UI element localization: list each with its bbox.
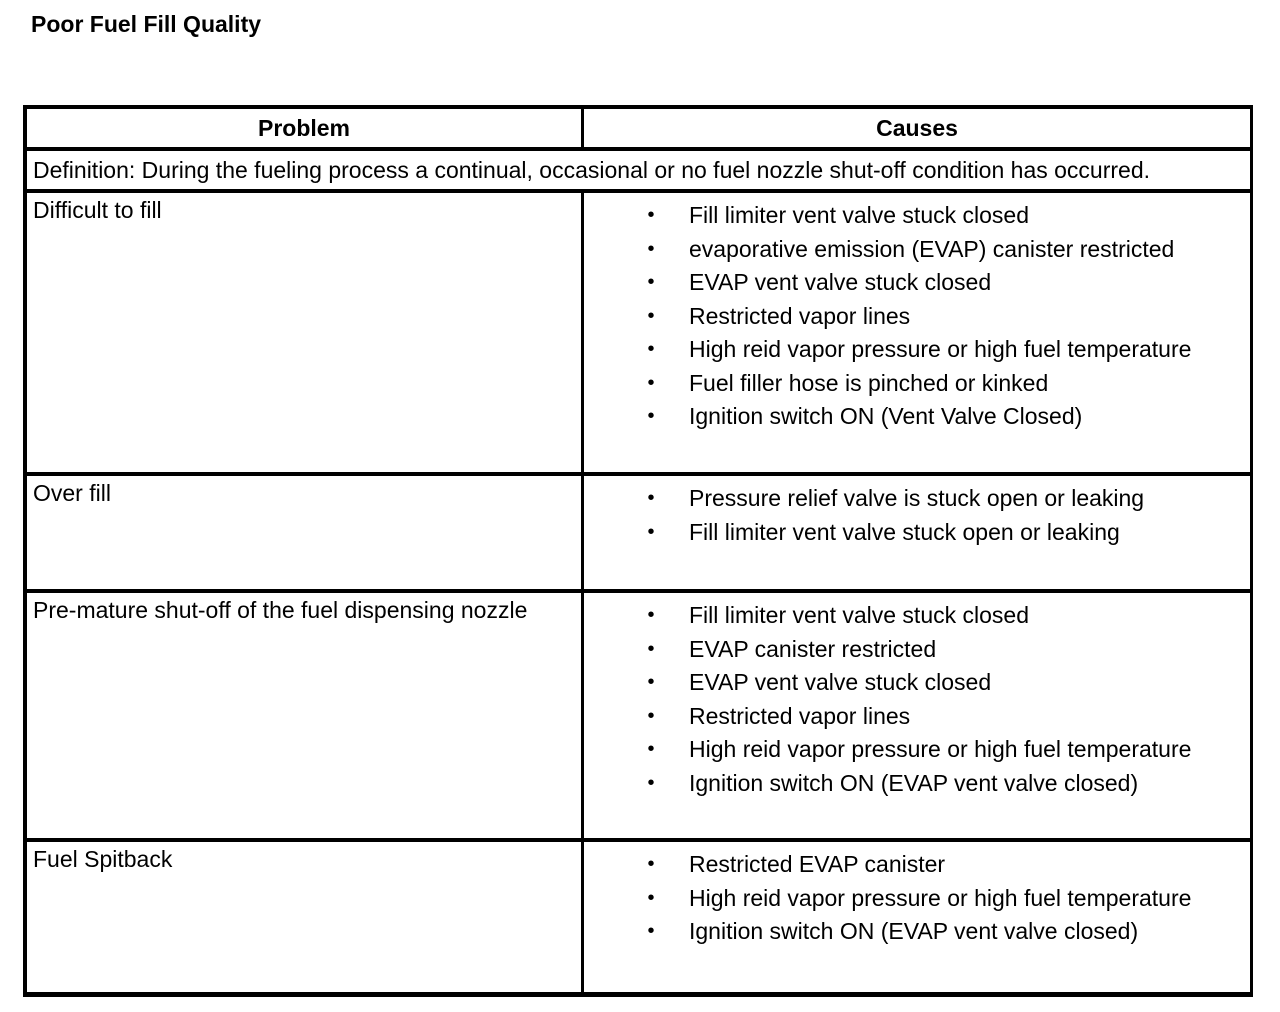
cause-item bbox=[584, 300, 1250, 334]
bullet-icon: • bbox=[647, 771, 655, 794]
bullet-icon: • bbox=[647, 671, 655, 693]
cause-text: Restricted vapor lines bbox=[689, 702, 911, 729]
cause-item bbox=[584, 848, 1250, 882]
bullet-icon: • bbox=[647, 886, 655, 909]
header-causes: Causes bbox=[584, 109, 1250, 147]
page-title: Poor Fuel Fill Quality bbox=[31, 11, 262, 37]
bullet-icon: • bbox=[647, 304, 655, 327]
problem-cell: Fuel Spitback bbox=[27, 842, 581, 992]
bullet-icon: • bbox=[647, 920, 655, 942]
bullet-icon: • bbox=[647, 405, 655, 427]
bullet-icon: • bbox=[647, 853, 655, 875]
bullet-icon: • bbox=[647, 604, 655, 626]
cause-text: Pressure relief valve is stuck open or leaking bbox=[689, 485, 1145, 511]
problem-cell: Pre-mature shut-off of the fuel dispensing nozzle bbox=[27, 593, 581, 838]
cause-text: EVAP vent valve stuck closed bbox=[689, 669, 992, 695]
bullet-icon: • bbox=[647, 237, 655, 260]
bullet-icon: • bbox=[647, 704, 655, 727]
problem-cell: Over fill bbox=[27, 476, 581, 589]
cause-text: Restricted vapor lines bbox=[689, 302, 911, 329]
causes-cell bbox=[584, 593, 1250, 838]
header-problem: Problem bbox=[27, 109, 581, 147]
bullet-icon: • bbox=[647, 338, 655, 360]
cause-item bbox=[584, 733, 1250, 767]
bullet-icon: • bbox=[647, 738, 655, 760]
cause-item bbox=[584, 767, 1250, 801]
causes-cell bbox=[584, 842, 1250, 992]
problem-cell: Difficult to fill bbox=[27, 193, 581, 472]
cause-text: Restricted EVAP canister bbox=[689, 851, 946, 877]
cause-text: Ignition switch ON (EVAP vent valve closed) bbox=[689, 918, 1139, 944]
cause-item bbox=[584, 666, 1250, 700]
cause-text: Fuel filler hose is pinched or kinked bbox=[689, 369, 1049, 396]
cause-item bbox=[584, 233, 1250, 267]
cause-text: Fill limiter vent valve stuck closed bbox=[689, 202, 1029, 228]
bullet-icon: • bbox=[647, 371, 655, 394]
cause-item bbox=[584, 516, 1250, 550]
definition-row: Definition: During the fueling process a continual, occasional or no fuel nozzle shut-off condition has occurred. bbox=[27, 151, 1250, 189]
cause-item bbox=[584, 633, 1250, 667]
bullet-icon: • bbox=[647, 637, 655, 660]
bullet-icon: • bbox=[647, 487, 655, 509]
cause-text: Fill limiter vent valve stuck closed bbox=[689, 602, 1029, 628]
cause-item bbox=[584, 915, 1250, 949]
causes-cell bbox=[584, 193, 1250, 472]
cause-text: High reid vapor pressure or high fuel temperature bbox=[689, 884, 1192, 911]
cause-item bbox=[584, 482, 1250, 516]
cause-item bbox=[584, 882, 1250, 916]
cause-item bbox=[584, 266, 1250, 300]
cause-text: evaporative emission (EVAP) canister restricted bbox=[689, 235, 1175, 262]
cause-text: Ignition switch ON (EVAP vent valve closed) bbox=[689, 769, 1139, 796]
cause-item bbox=[584, 199, 1250, 233]
cause-item bbox=[584, 400, 1250, 434]
cause-text: Ignition switch ON (Vent Valve Closed) bbox=[689, 403, 1083, 429]
bullet-icon: • bbox=[647, 520, 655, 543]
cause-item bbox=[584, 700, 1250, 734]
cause-text: High reid vapor pressure or high fuel temperature bbox=[689, 336, 1192, 362]
cause-text: High reid vapor pressure or high fuel temperature bbox=[689, 736, 1192, 762]
cause-text: EVAP vent valve stuck closed bbox=[689, 269, 992, 295]
cause-item bbox=[584, 333, 1250, 367]
causes-cell bbox=[584, 476, 1250, 589]
bullet-icon: • bbox=[647, 271, 655, 293]
bullet-icon: • bbox=[647, 204, 655, 226]
cause-text: EVAP canister restricted bbox=[689, 635, 937, 662]
cause-item bbox=[584, 367, 1250, 401]
diagnostic-table bbox=[23, 105, 1253, 997]
cause-item bbox=[584, 599, 1250, 633]
cause-text: Fill limiter vent valve stuck open or leaking bbox=[689, 518, 1120, 545]
